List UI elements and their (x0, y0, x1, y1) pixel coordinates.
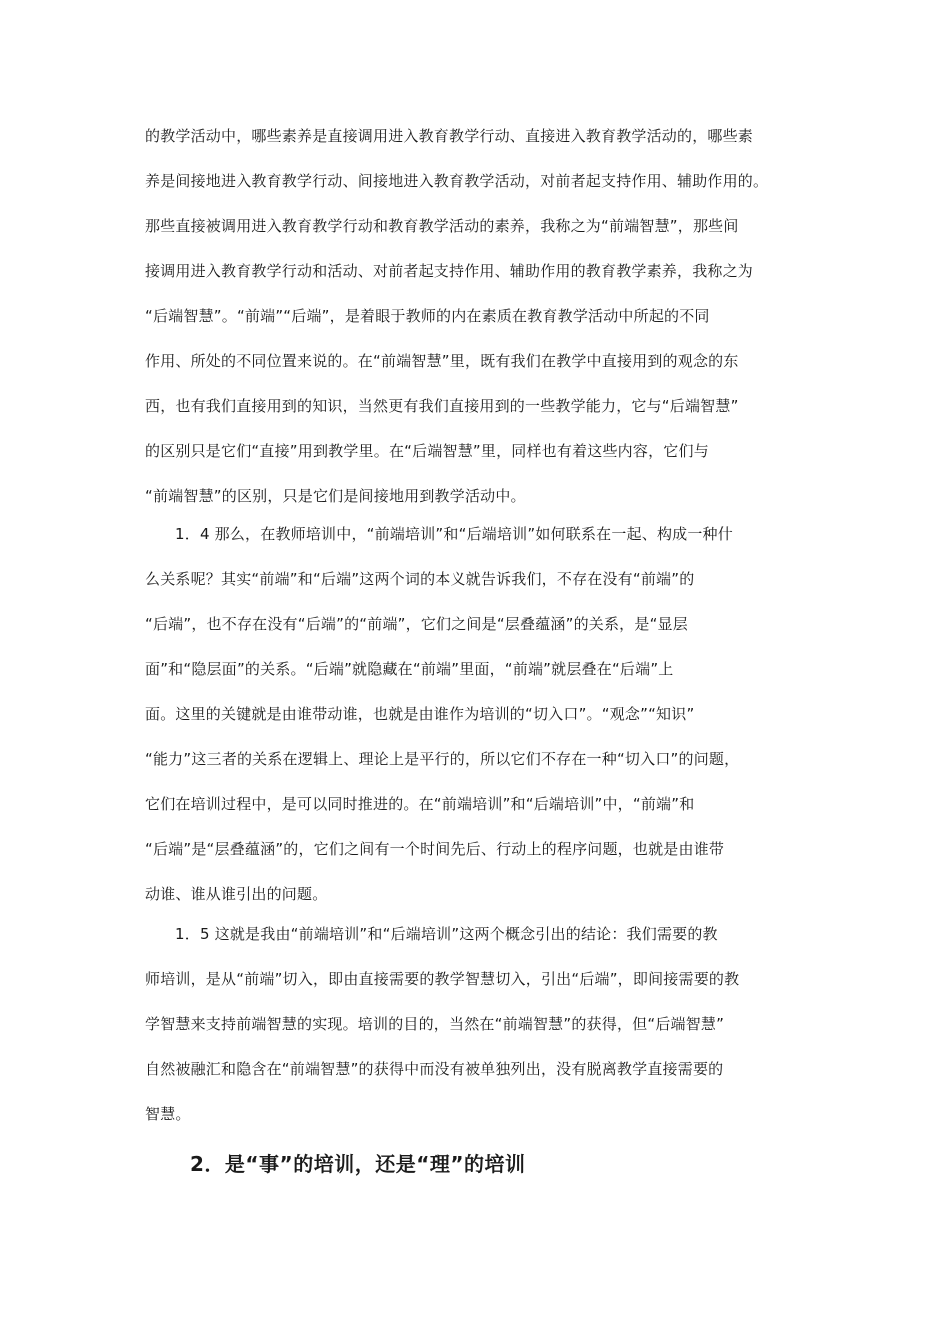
text-line: “后端”，也不存在没有“后端”的“前端”，它们之间是“层叠蕴涵”的关系，是“显层 (145, 615, 688, 633)
text-line: 面”和“隐层面”的关系。“后端”就隐藏在“前端”里面，“前端”就层叠在“后端”上 (145, 660, 674, 678)
text-line: 它们在培训过程中，是可以同时推进的。在“前端培训”和“后端培训”中，“前端”和 (145, 795, 695, 813)
text-line: “后端智慧”。“前端”“后端”，是着眼于教师的内在素质在教育教学活动中所起的不同 (145, 307, 710, 325)
text-line: 那些直接被调用进入教育教学行动和教育教学活动的素养，我称之为“前端智慧”，那些间 (145, 217, 739, 235)
text-line: 智慧。 (145, 1105, 191, 1123)
section-heading: 2．是“事”的培训，还是“理”的培训 (190, 1152, 526, 1176)
text-line: 学智慧来支持前端智慧的实现。培训的目的，当然在“前端智慧”的获得，但“后端智慧” (145, 1015, 725, 1033)
text-line: 面。这里的关键就是由谁带动谁，也就是由谁作为培训的“切入口”。“观念”“知识” (145, 705, 695, 723)
text-line: 的教学活动中，哪些素养是直接调用进入教育教学行动、直接进入教育教学活动的，哪些素 (145, 127, 754, 145)
text-line: “前端智慧”的区别，只是它们是间接地用到教学活动中。 (145, 487, 526, 505)
text-line: 作用、所处的不同位置来说的。在“前端智慧”里，既有我们在教学中直接用到的观念的东 (145, 352, 739, 370)
text-line: 动谁、谁从谁引出的问题。 (145, 885, 328, 903)
text-line: 师培训，是从“前端”切入，即由直接需要的教学智慧切入，引出“后端”，即间接需要的教 (145, 970, 740, 988)
text-line: 养是间接地进入教育教学行动、间接地进入教育教学活动，对前者起支持作用、辅助作用的。 (145, 172, 769, 190)
text-line: 西，也有我们直接用到的知识，当然更有我们直接用到的一些教学能力，它与“后端智慧” (145, 397, 739, 415)
text-line: “后端”是“层叠蕴涵”的，它们之间有一个时间先后、行动上的程序问题，也就是由谁带 (145, 840, 725, 858)
text-line: 的区别只是它们“直接”用到教学里。在“后端智慧”里，同样也有着这些内容，它们与 (145, 442, 709, 460)
text-line: 自然被融汇和隐含在“前端智慧”的获得中而没有被单独列出，没有脱离教学直接需要的 (145, 1060, 724, 1078)
text-line: 么关系呢？其实“前端”和“后端”这两个词的本义就告诉我们，不存在没有“前端”的 (145, 570, 695, 588)
text-line: 1．5 这就是我由“前端培训”和“后端培训”这两个概念引出的结论：我们需要的教 (175, 925, 718, 943)
text-line: 接调用进入教育教学行动和活动、对前者起支持作用、辅助作用的教育教学素养，我称之为 (145, 262, 754, 280)
text-line: “能力”这三者的关系在逻辑上、理论上是平行的，所以它们不存在一种“切入口”的问题， (145, 750, 740, 768)
text-line: 1．4 那么，在教师培训中，“前端培训”和“后端培训”如何联系在一起、构成一种什 (175, 525, 733, 543)
